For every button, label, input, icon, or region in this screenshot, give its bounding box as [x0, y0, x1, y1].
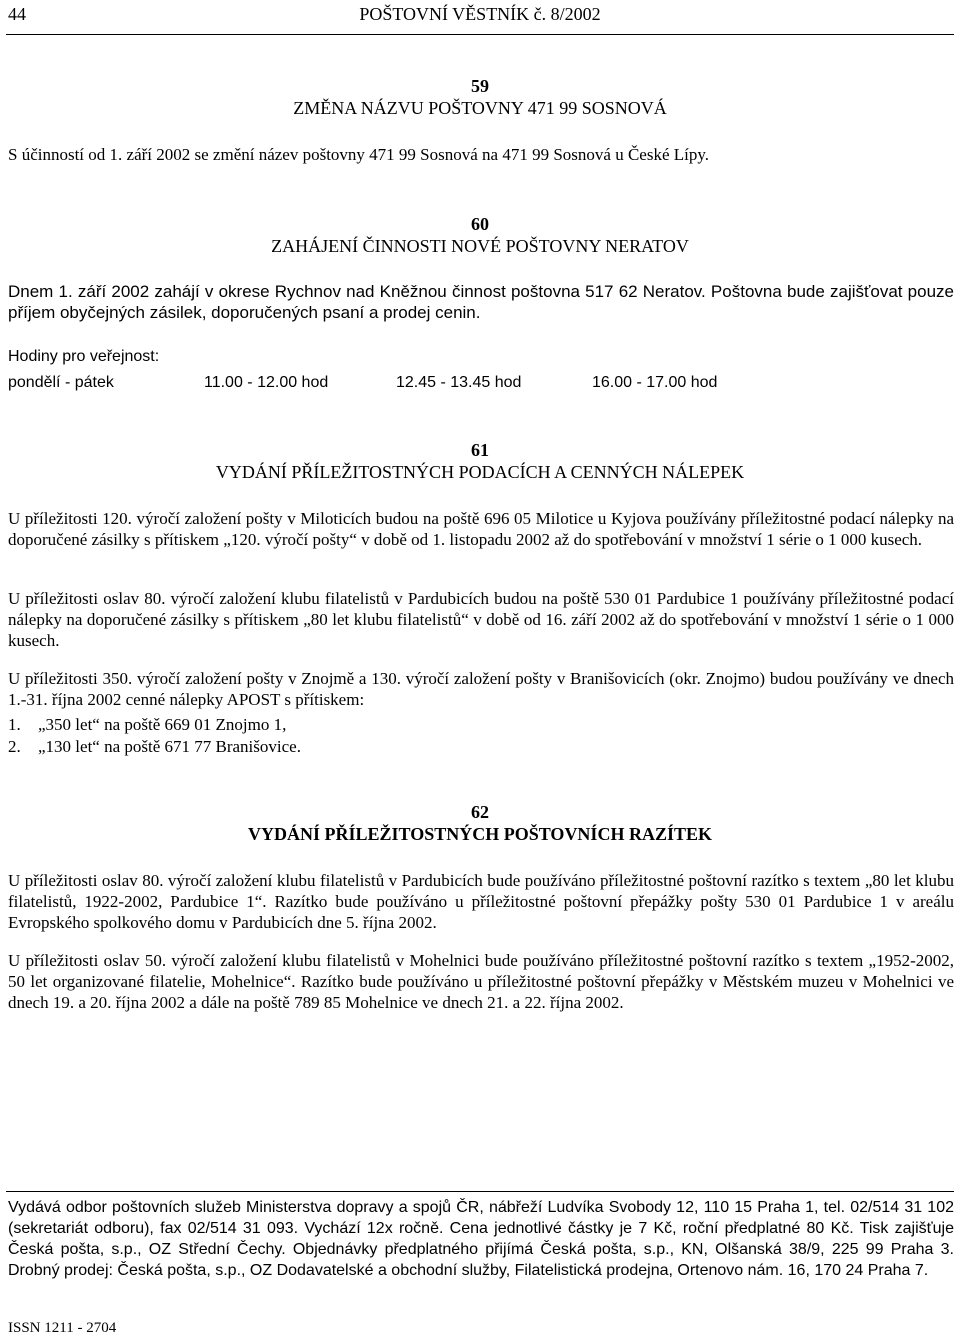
section-62-paragraph-1: U příležitosti oslav 80. výročí založení klubu filatelistů v Pardubicích bude používáno příležitostné poštovní razítko s textem „80 let klubu filatelistů, 1922-2002, Pardubice 1“. Razítko bude používáno u příležitostné poštovní přepážky pošty 530 01 Pardubice 1 v areálu Evropského spolkového domu v Pardubicích dne 5. října 2002. — [8, 871, 954, 932]
hours-row — [8, 374, 954, 396]
list-item-number: 2. — [8, 737, 21, 756]
header-divider — [6, 34, 954, 35]
list-item — [8, 714, 908, 735]
page-number: 44 — [8, 4, 26, 24]
section-61-paragraph-3: U příležitosti 350. výročí založení pošty v Znojmě a 130. výročí založení pošty v Branišovicích (okr. Znojmo) budou používány ve dnech 1.-31. října 2002 cenné nálepky APOST s přítiskem: — [8, 669, 954, 709]
list-item-number: 1. — [8, 715, 21, 734]
list-item-text: „350 let“ na poště 669 01 Znojmo 1, — [38, 715, 287, 734]
section-59-title: ZMĚNA NÁZVU POŠTOVNY 471 99 SOSNOVÁ — [293, 98, 667, 118]
issn: ISSN 1211 - 2704 — [8, 1320, 117, 1336]
section-61-paragraph-2: U příležitosti oslav 80. výročí založení klubu filatelistů v Pardubicích budou na poště 530 01 Pardubice 1 používány příležitostné podací nálepky na doporučené zásilky s přítiskem „80 let klubu filatelistů“ v době od 16. září 2002 až do spotřebování v množství 1 série o 1 000 kusech. — [8, 589, 954, 650]
section-60-number: 60 — [471, 214, 489, 234]
section-59-text: S účinností od 1. září 2002 se změní název poštovny 471 99 Sosnová na 471 99 Sosnová u České Lípy. — [8, 145, 710, 164]
hours-label: Hodiny pro veřejnost: — [8, 348, 160, 365]
section-62-title: VYDÁNÍ PŘÍLEŽITOSTNÝCH POŠTOVNÍCH RAZÍTEK — [248, 824, 712, 844]
hours-days: pondělí - pátek — [8, 374, 114, 391]
list-item-text: „130 let“ na poště 671 77 Branišovice. — [38, 737, 301, 756]
hours-slot-2: 12.45 - 13.45 hod — [396, 374, 522, 391]
section-59-number: 59 — [471, 76, 489, 96]
footer-imprint: Vydává odbor poštovních služeb Ministerstva dopravy a spojů ČR, nábřeží Ludvíka Svobody 12, 110 15 Praha 1, tel. 02/514 31 102 (sekretariát odboru), fax 02/514 31 093. Vychází 12x ročně. Cena jednotlivé částky je 7 Kč, roční předplatné 80 Kč. Tisk zajišťuje Česká pošta, s.p., OZ Střední Čechy. Objednávky předplatného přijímá Česká pošta, s.p., KN, Olšanská 38/9, 225 99 Praha 3. Drobný prodej: Česká pošta, s.p., OZ Dodavatelské a obchodní služby, Filatelistická prodejna, Ortenovo nám. 16, 170 24 Praha 7. — [8, 1199, 954, 1279]
section-61-number: 61 — [471, 440, 489, 460]
section-62-paragraph-2: U příležitosti oslav 50. výročí založení klubu filatelistů v Mohelnici bude používáno příležitostné poštovní razítko s textem „1952-2002, 50 let organizované filatelie, Mohelnice“. Razítko bude používáno u příležitostné poštovní přepážky v Městském muzeu v Mohelnici ve dnech 19. a 20. října 2002 a dále na poště 789 85 Mohelnice ve dnech 21. a 22. října 2002. — [8, 951, 954, 1012]
hours-slot-1: 11.00 - 12.00 hod — [204, 374, 329, 391]
section-60-title: ZAHÁJENÍ ČINNOSTI NOVÉ POŠTOVNY NERATOV — [271, 236, 689, 256]
footer-divider — [6, 1191, 954, 1192]
hours-slot-3: 16.00 - 17.00 hod — [592, 374, 718, 391]
section-61-paragraph-1: U příležitosti 120. výročí založení pošty v Miloticích budou na poště 696 05 Milotice u Kyjova používány příležitostné podací nálepky na doporučené zásilky s přítiskem „120. výročí pošty“ v době od 1. listopadu 2002 až do spotřebování v množství 1 série o 1 000 kusech. — [8, 509, 954, 549]
list-item — [8, 736, 908, 757]
section-62-number: 62 — [471, 802, 489, 822]
section-60-text: Dnem 1. září 2002 zahájí v okrese Rychnov nad Kněžnou činnost poštovna 517 62 Neratov. Poštovna bude zajišťovat pouze příjem obyčejných zásilek, doporučených psaní a prodej cenin. — [8, 282, 954, 322]
section-61-title: VYDÁNÍ PŘÍLEŽITOSTNÝCH PODACÍCH A CENNÝCH NÁLEPEK — [215, 462, 745, 482]
journal-title: POŠTOVNÍ VĚSTNÍK č. 8/2002 — [359, 4, 601, 24]
